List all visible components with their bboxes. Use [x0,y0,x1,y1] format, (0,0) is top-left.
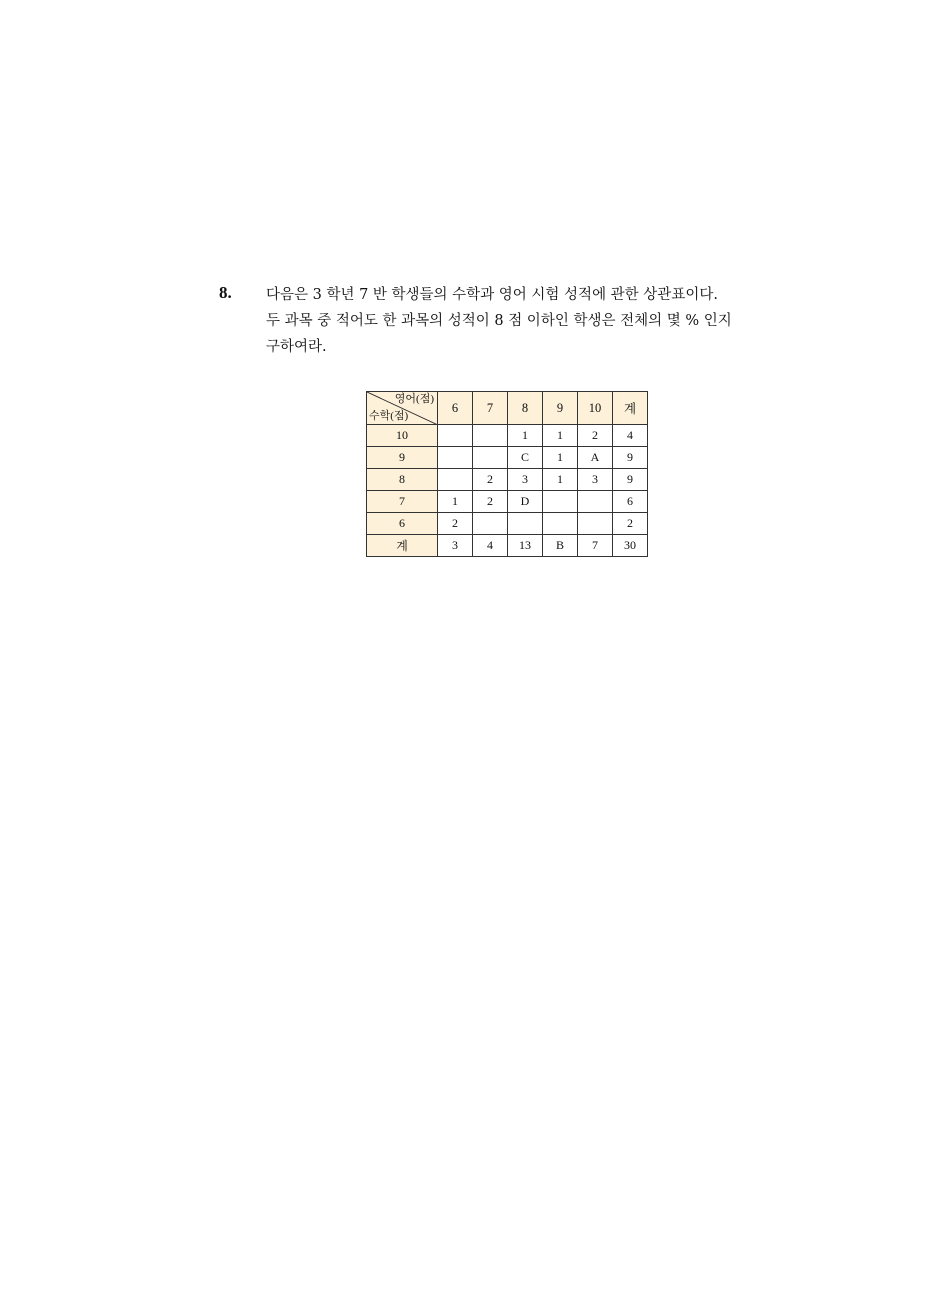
column-header: 6 [438,392,473,425]
table-cell [438,425,473,447]
row-header: 9 [367,447,438,469]
table-row [367,447,648,469]
column-header: 9 [543,392,578,425]
row-header: 6 [367,513,438,535]
table-header-row [367,392,648,425]
table-row [367,513,648,535]
problem-text [266,282,776,360]
table-cell [578,491,613,513]
table-cell: 1 [543,447,578,469]
table-cell-total: 30 [613,535,648,557]
row-header: 7 [367,491,438,513]
table-cell [473,513,508,535]
table-cell: 2 [473,491,508,513]
table-cell: 1 [543,469,578,491]
table-cell: A [578,447,613,469]
table-cell: 2 [438,513,473,535]
correlation-table [366,391,648,557]
table-cell: C [508,447,543,469]
table-cell [543,491,578,513]
table-cell: 2 [473,469,508,491]
problem-text-line: 구하여라. [266,339,327,355]
row-header: 8 [367,469,438,491]
table-row [367,425,648,447]
table-cell [543,513,578,535]
table-cell [438,469,473,491]
table-cell [578,513,613,535]
row-header: 10 [367,425,438,447]
table-cell: 4 [473,535,508,557]
table-row [367,469,648,491]
table-cell: D [508,491,543,513]
problem-number: 8. [219,283,232,302]
table-cell: 1 [543,425,578,447]
table-cell-total: 2 [613,513,648,535]
table-cell: B [543,535,578,557]
problem-text-line: 다음은 3 학년 7 반 학생들의 수학과 영어 시험 성적에 관한 상관표이다. [266,287,718,303]
table-cell: 2 [578,425,613,447]
table-cell-total: 4 [613,425,648,447]
column-header-total: 계 [613,392,648,425]
table-cell: 3 [508,469,543,491]
table-cell: 7 [578,535,613,557]
column-header: 7 [473,392,508,425]
problem-text-line: 두 과목 중 적어도 한 과목의 성적이 8 점 이하인 학생은 전체의 몇 % 인지 [266,313,732,329]
table-cell-total: 6 [613,491,648,513]
table-cell: 1 [508,425,543,447]
table-total-row [367,535,648,557]
table-row [367,491,648,513]
column-header: 10 [578,392,613,425]
table-cell-total: 9 [613,469,648,491]
table-cell: 3 [578,469,613,491]
table-cell: 13 [508,535,543,557]
table-cell: 3 [438,535,473,557]
corner-label-english: 영어(점) [394,393,434,405]
table-cell [473,425,508,447]
row-header-total: 계 [367,535,438,557]
table-cell [473,447,508,469]
table-cell [508,513,543,535]
table-cell-total: 9 [613,447,648,469]
table-cell: 1 [438,491,473,513]
corner-label-math: 수학(점) [369,410,409,422]
table-cell [438,447,473,469]
column-header: 8 [508,392,543,425]
table-corner-cell [367,392,438,425]
